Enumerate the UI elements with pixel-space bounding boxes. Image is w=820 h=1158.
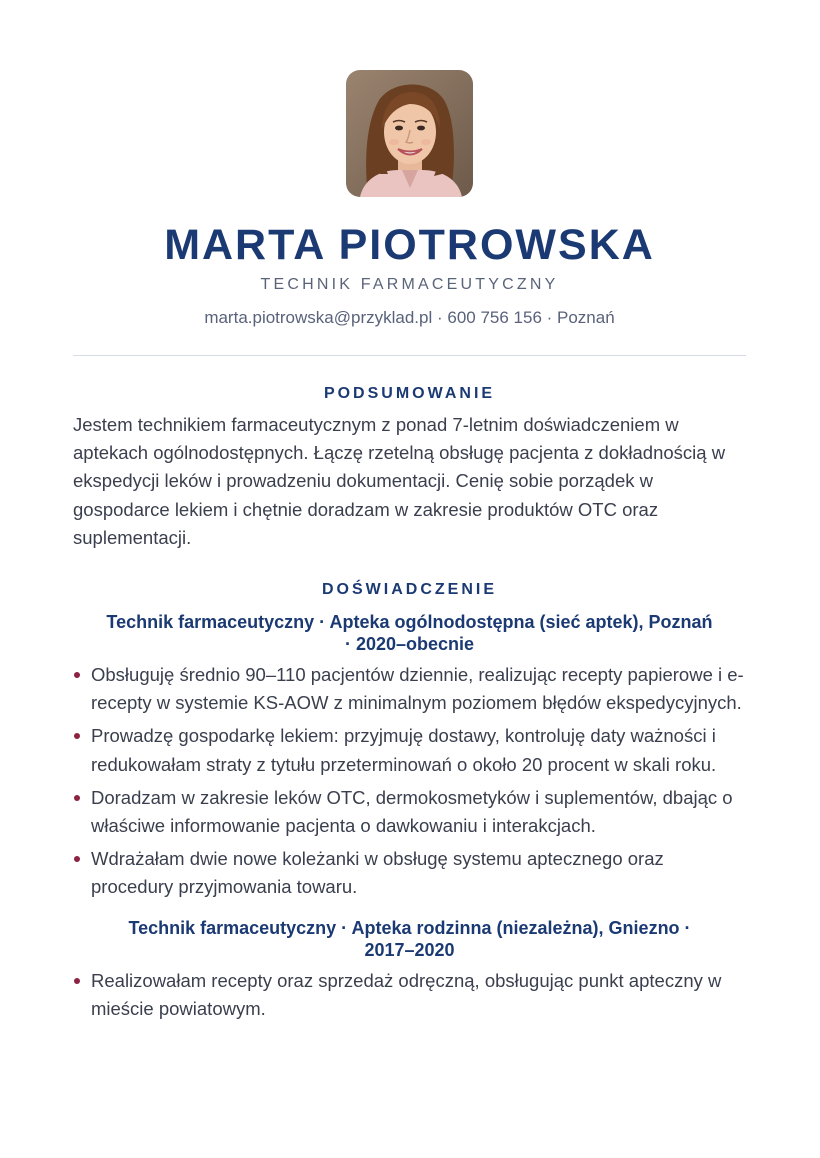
job-bullets	[73, 967, 746, 1023]
bullet-text: Realizowałam recepty oraz sprzedaż odręczną, obsługując punkt apteczny w mieście powiatowym.	[91, 969, 722, 1019]
job-title-dates: · 2020–obecnie	[344, 634, 475, 655]
list-item	[73, 722, 746, 778]
job-title-line: Technik farmaceutyczny · Apteka rodzinna (niezależna), Gniezno ·	[128, 917, 691, 938]
job-entry-title	[73, 611, 746, 655]
list-item	[73, 661, 746, 717]
profile-photo	[346, 70, 473, 197]
list-item	[73, 967, 746, 1023]
summary-heading: PODSUMOWANIE	[323, 385, 496, 402]
list-item	[73, 784, 746, 840]
bullet-icon	[74, 795, 80, 801]
photo-container	[73, 70, 746, 197]
job-title-dates: 2017–2020	[364, 939, 455, 960]
contact-info: marta.piotrowska@przyklad.pl · 600 756 156 · Poznań	[204, 308, 615, 327]
experience-heading: DOŚWIADCZENIE	[322, 581, 497, 599]
summary-text: Jestem technikiem farmaceutycznym z ponad 7-letnim doświadczeniem w aptekach ogólnodostępnych. Łączę rzetelną obsługę pacjenta z dokładnością w ekspedycji leków i prowadzeniu dokumentacji. Cenię sobie porządek w gospodarce lekiem i chętnie doradzam w zakresie produktów OTC oraz suplementacji.	[73, 414, 726, 548]
list-item	[73, 845, 746, 901]
bullet-icon	[74, 856, 80, 862]
bullet-icon	[74, 733, 80, 739]
resume-page	[73, 70, 746, 1028]
candidate-name: MARTA PIOTROWSKA	[164, 221, 655, 269]
job-bullets	[73, 661, 746, 902]
job-title-line: Technik farmaceutyczny · Apteka ogólnodostępna (sieć aptek), Poznań	[106, 612, 713, 633]
bullet-text: Prowadzę gospodarkę lekiem: przyjmuję dostawy, kontroluję daty ważności i redukowałam straty z tytułu przeterminowań o około 20 procent w skali roku.	[91, 725, 717, 775]
bullet-text: Obsługuję średnio 90–110 pacjentów dziennie, realizując recepty papierowe i e-recepty w systemie KS-AOW z minimalnym poziomem błędów ekspedycyjnych.	[91, 664, 744, 714]
bullet-icon	[74, 978, 80, 984]
bullet-icon	[74, 672, 80, 678]
bullet-text: Doradzam w zakresie leków OTC, dermokosmetyków i suplementów, dbając o właściwe informowanie pacjenta o dawkowaniu i interakcjach.	[91, 786, 733, 837]
bullet-text: Wdrażałam dwie nowe koleżanki w obsługę systemu aptecznego oraz procedury przyjmowania towaru.	[91, 848, 664, 898]
job-title: TECHNIK FARMACEUTYCZNY	[260, 276, 559, 293]
job-entry-title	[73, 917, 746, 961]
header-divider	[73, 355, 746, 356]
